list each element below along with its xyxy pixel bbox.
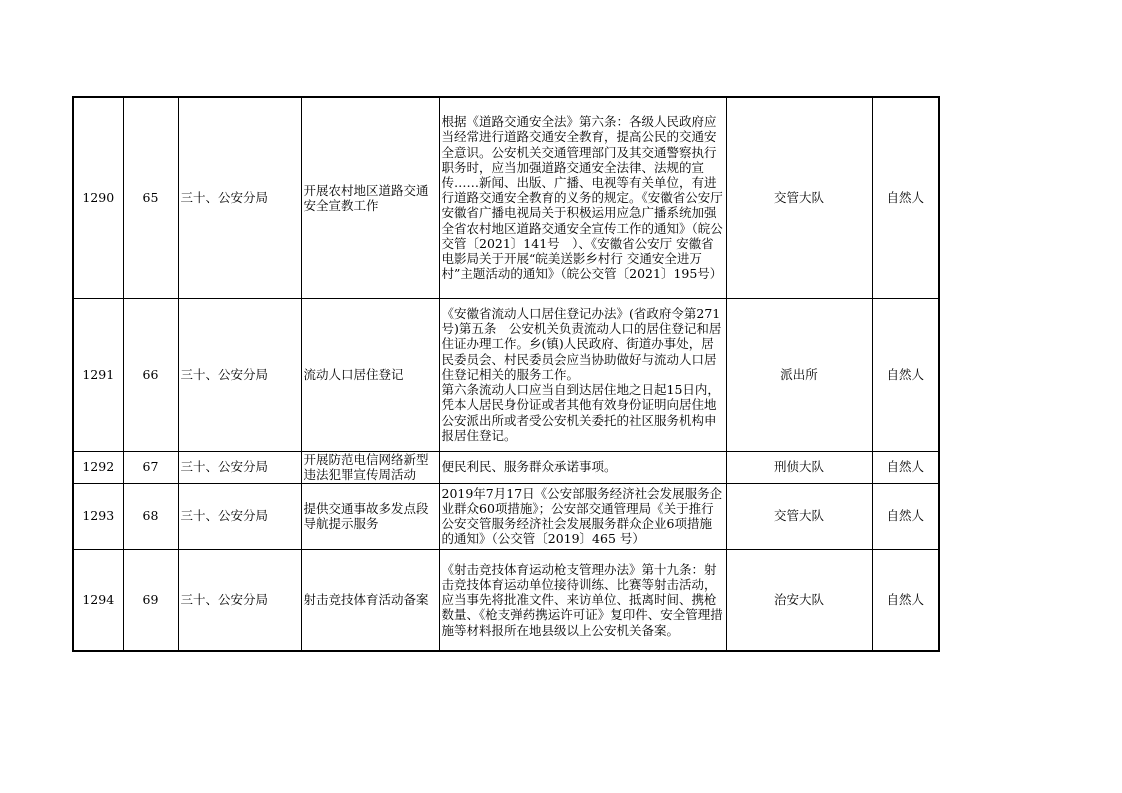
basis-cell	[439, 298, 726, 451]
basis-paragraph: 《安徽省流动人口居住登记办法》(省政府令第271号)第五条 公安机关负责流动人口的居住登记和居住证办理工作。乡(镇)人民政府、街道办事处，居民委员会、村民委员会应当协助做好与流动人口居住登记相关的服务工作。	[441, 306, 722, 382]
department-cell: 三十、公安分局	[178, 97, 301, 298]
index-cell: 66	[123, 298, 178, 451]
basis-cell	[439, 483, 726, 549]
seq-cell: 1294	[73, 549, 123, 651]
basis-paragraph: 便民利民、服务群众承诺事项。	[441, 459, 617, 475]
object-cell: 自然人	[872, 97, 939, 298]
table-row	[73, 483, 939, 549]
unit-cell: 交管大队	[726, 97, 872, 298]
item-cell: 流动人口居住登记	[301, 298, 439, 451]
basis-paragraph: 第六条流动人口应当自到达居住地之日起15日内，凭本人居民身份证或者其他有效身份证明向居住地公安派出所或者受公安机关委托的社区服务机构申报居住登记。	[441, 382, 720, 443]
object-cell: 自然人	[872, 298, 939, 451]
item-cell: 射击竞技体育活动备案	[301, 549, 439, 651]
item-cell: 开展防范电信网络新型违法犯罪宣传周活动	[301, 451, 439, 483]
basis-cell	[439, 97, 726, 298]
department-cell: 三十、公安分局	[178, 298, 301, 451]
item-cell: 提供交通事故多发点段导航提示服务	[301, 483, 439, 549]
index-cell: 65	[123, 97, 178, 298]
basis-cell	[439, 549, 726, 651]
seq-cell: 1290	[73, 97, 123, 298]
object-cell: 自然人	[872, 549, 939, 651]
department-cell: 三十、公安分局	[178, 451, 301, 483]
department-cell: 三十、公安分局	[178, 549, 301, 651]
index-cell: 69	[123, 549, 178, 651]
basis-cell	[439, 451, 726, 483]
object-cell: 自然人	[872, 451, 939, 483]
basis-paragraph: 根据《道路交通安全法》第六条：各级人民政府应当经常进行道路交通安全教育，提高公民的交通安全意识。公安机关交通管理部门及其交通警察执行职务时，应当加强道路交通安全法律、法规的宣传……新闻、出版、广播、电视等有关单位，有进行道路交通安全教育的义务的规定。《安徽省公安厅 安徽省广播电视局关于积极运用应急广播系统加强全省农村地区道路交通安全宣传工作的通知》（皖公交管〔2021〕141号 ）、《安徽省公安厅 安徽省电影局关于开展“皖美送影乡村行 交通安全进万村”主题活动的通知》（皖公交管〔2021〕195号）	[441, 114, 723, 282]
seq-cell: 1292	[73, 451, 123, 483]
index-cell: 67	[123, 451, 178, 483]
table-row	[73, 298, 939, 451]
table-row	[73, 451, 939, 483]
table-row	[73, 97, 939, 298]
basis-paragraph: 2019年7月17日《公安部服务经济社会发展服务企业群众60项措施》；公安部交通管理局《关于推行公安交管服务经济社会发展服务群众企业6项措施的通知》（公交管〔2019〕465 号）	[441, 485, 723, 547]
unit-cell: 派出所	[726, 298, 872, 451]
object-cell: 自然人	[872, 483, 939, 549]
index-cell: 68	[123, 483, 178, 549]
basis-paragraph: 《射击竞技体育运动枪支管理办法》第十九条：射击竞技体育运动单位接待训练、比赛等射击活动，应当事先将批准文件、来访单位、抵离时间、携枪数量、《枪支弹药携运许可证》复印件、安全管理措施等材料报所在地县级以上公安机关备案。	[441, 561, 723, 638]
services-table	[72, 96, 940, 652]
department-cell: 三十、公安分局	[178, 483, 301, 549]
unit-cell: 刑侦大队	[726, 451, 872, 483]
unit-cell: 治安大队	[726, 549, 872, 651]
item-cell: 开展农村地区道路交通安全宣教工作	[301, 97, 439, 298]
seq-cell: 1291	[73, 298, 123, 451]
unit-cell: 交管大队	[726, 483, 872, 549]
table-row	[73, 549, 939, 651]
seq-cell: 1293	[73, 483, 123, 549]
